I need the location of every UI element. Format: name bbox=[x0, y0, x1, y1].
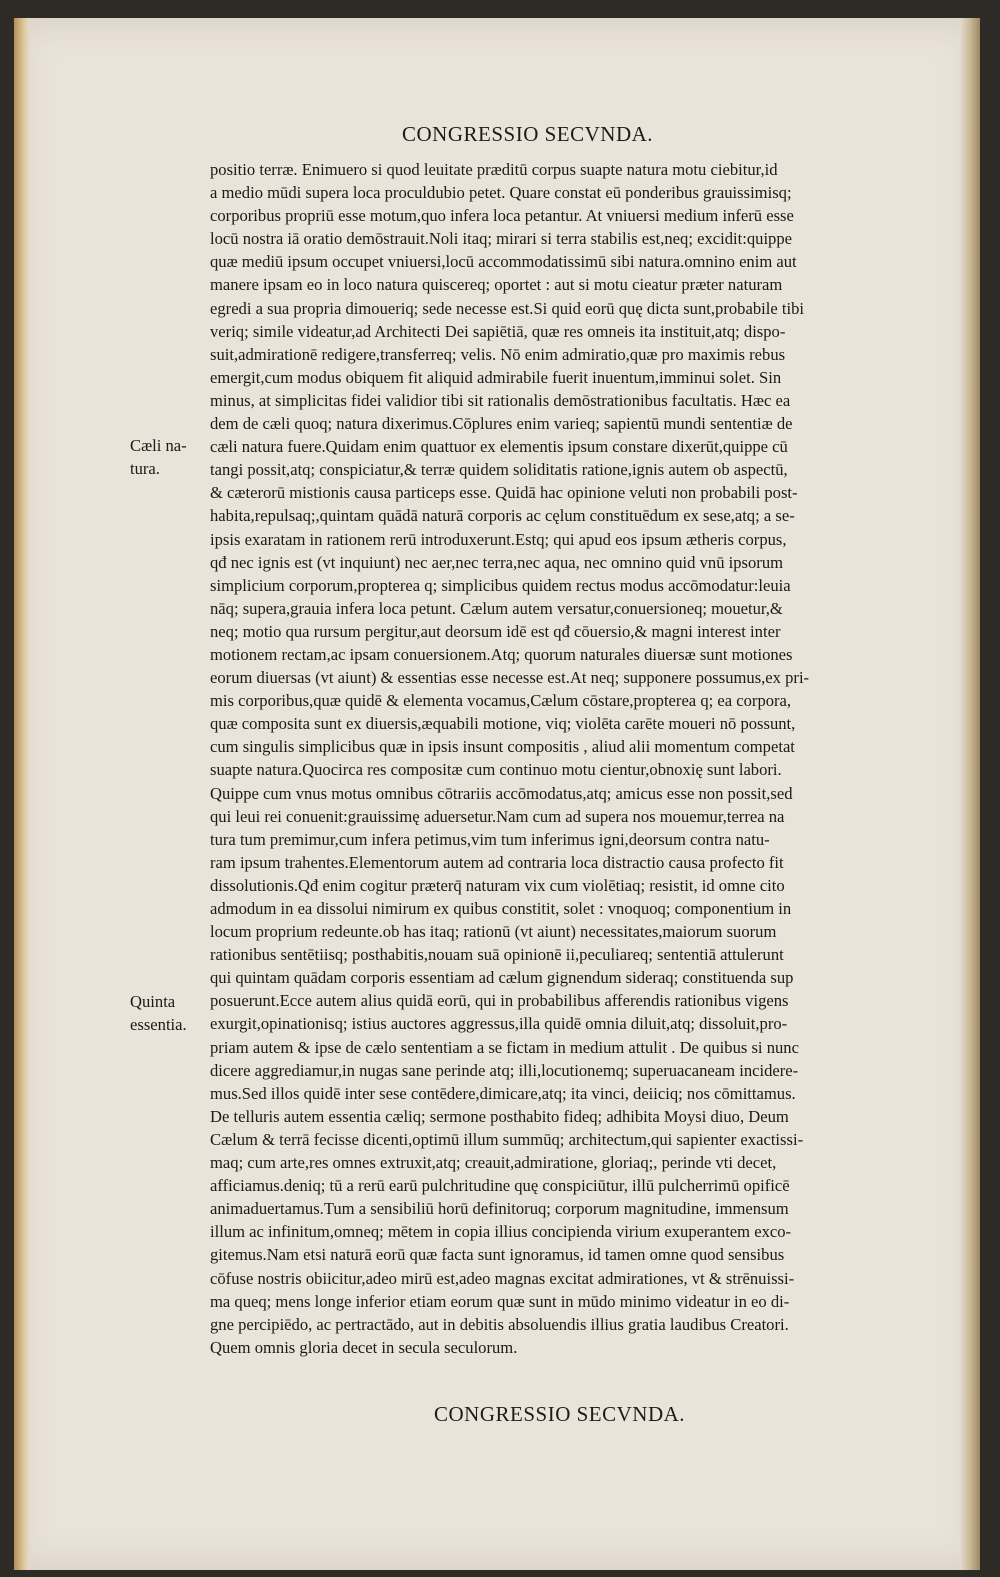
text-line: egredi a sua propria dimoueriq; sede necesse est.Si quid eorū quę dicta sunt,probabile tibi bbox=[210, 298, 804, 318]
page-edge-left bbox=[14, 18, 30, 1570]
text-line: afficiamus.deniq; tū a rerū earū pulchritudine quę conspiciūtur, illū pulcherrimū opificē bbox=[210, 1176, 790, 1196]
page-edge-right bbox=[960, 18, 980, 1570]
text-line: tura tum premimur,cum infera petimus,vim tum inferimus igni,deorsum contra natu- bbox=[210, 829, 770, 849]
text-line: dissolutionis.Qđ enim cogitur præterq̄ naturam vix cum violētiaq; resistit, id omne cito bbox=[210, 875, 785, 895]
text-line: tangi possit,atq; conspiciatur,& terræ quidem soliditatis ratione,ignis autem ob aspectū, bbox=[210, 460, 788, 480]
text-line: gitemus.Nam etsi naturā eorū quæ facta sunt ignoramus, id tamen omne quod sensibus bbox=[210, 1245, 785, 1265]
text-line: De telluris autem essentia cæliq; sermone posthabito fideq; adhibita Moysi diuo, Deum bbox=[210, 1106, 789, 1126]
text-line: quæ mediū ipsum occupet vniuersi,locū accommodatissimū sibi natura.omnino enim aut bbox=[210, 252, 797, 272]
text-line: exurgit,opinationisq; istius auctores aggressus,illa quidē omnia diluit,atq; dissoluit,pro- bbox=[210, 1014, 788, 1034]
text-line: ipsis exaratam in rationem rerū introduxerunt.Estq; qui apud eos ipsum ætheris corpus, bbox=[210, 529, 787, 549]
text-line: veriq; simile videatur,ad Architecti Dei sapiētiā, quæ res omneis ita instituit,atq; dispo- bbox=[210, 321, 786, 341]
text-line: gne percipiēdo, ac pertractādo, aut in debitis absoluendis illius gratia laudibus Creatori. bbox=[210, 1314, 789, 1334]
text-line: cōfuse nostris obiicitur,adeo mirū est,adeo magnas excitat admirationes, vt & strēnuissi- bbox=[210, 1268, 795, 1288]
text-line: nāq; supera,grauia infera loca petunt. Cælum autem versatur,conuersioneq; mouetur,& bbox=[210, 598, 783, 618]
text-line: dem de cæli quoq; natura dixerimus.Cōplures enim varieq; sapientū mundi sententiæ de bbox=[210, 414, 793, 434]
text-line: mus.Sed illos quidē inter sese contēdere,dimicare,atq; ita vinci, deiiciq; nos cōmittamus. bbox=[210, 1083, 796, 1103]
text-line: minus, at simplicitas fidei validior tibi sit rationalis demōstrationibus facultatis. Hæc ea bbox=[210, 390, 791, 410]
text-line: admodum in ea dissolui nimirum ex quibus constitit, solet : vnoquoq; componentium in bbox=[210, 899, 792, 918]
book-page bbox=[14, 18, 980, 1570]
text-line: maq; cum arte,res omnes extruxit,atq; creauit,admiratione, gloriaq;, perinde vti decet, bbox=[210, 1153, 777, 1173]
text-line: locum proprium redeunte.ob has itaq; rationū (vt aiunt) necessitates,maiorum suorum bbox=[210, 922, 777, 942]
text-line: mis corporibus,quæ quidē & elementa vocamus,Cælum cōstare,propterea q; ea corpora, bbox=[210, 691, 792, 711]
text-line: ram ipsum trahentes.Elementorum autem ad contraria loca distractio causa profecto fit bbox=[210, 852, 784, 872]
margin-note-quinta-essentia: Quinta essentia. bbox=[130, 992, 187, 1035]
text-line: motionem rectam,ac ipsam conuersionem.Atq; quorum naturales diuersæ sunt motiones bbox=[210, 644, 793, 664]
text-line: & cæterorū mistionis causa particeps esse. Quidā hac opinione veluti non probabili post- bbox=[210, 483, 798, 503]
text-line: simplicium corporum,propterea q; simplicibus quidem rectus modus accōmodatur:leuia bbox=[210, 575, 791, 595]
text-line: emergit,cum modus obiquem fit aliquid admirabile fuerit inuentum,imminui solet. Sin bbox=[210, 367, 782, 387]
text-line: Cælum & terrā fecisse dicenti,optimū illum summūq; architectum,qui sapienter exactissi- bbox=[210, 1129, 804, 1149]
text-line: priam autem & ipse de cælo sententiam a se fictam in medium attulit . De quibus si nunc bbox=[210, 1037, 799, 1057]
text-line: cæli natura fuere.Quidam enim quattuor ex elementis ipsum constare dixerūt,quippe cū bbox=[210, 437, 788, 457]
text-line: corporibus propriū esse motum,quo infera loca petantur. At vniuersi medium inferū esse bbox=[210, 206, 794, 226]
text-line: animaduertamus.Tum a sensibiliū horū definitoruq; corporum magnitudine, immensum bbox=[210, 1199, 789, 1219]
running-head: CONGRESSIO SECVNDA. bbox=[402, 122, 654, 146]
text-line: quæ composita sunt ex diuersis,æquabili motione, viq; violēta carēte moueri nō possunt, bbox=[210, 714, 796, 734]
text-line: eorum diuersas (vt aiunt) & essentias esse necesse est.At neq; supponere possumus,ex pri- bbox=[210, 668, 810, 688]
body-text bbox=[210, 158, 952, 1359]
text-line: locū nostra iā oratio demōstrauit.Noli itaq; mirari si terra stabilis est,neq; excidit:quippe bbox=[210, 229, 793, 249]
text-line: rationibus sentētiisq; posthabitis,nouam suā opinionē ii,peculiareq; sententiā attulerunt bbox=[210, 945, 784, 965]
margin-note-caeli-natura: Cæli na- tura. bbox=[130, 436, 187, 479]
text-line: posuerunt.Ecce autem alius quidā eorū, qui in probabilibus afferendis rationibus vigens bbox=[210, 991, 789, 1011]
text-line: manere ipsam eo in loco natura quiscereq; oportet : aut si motu cieatur præter naturam bbox=[210, 275, 783, 295]
text-line: qui quintam quādam corporis essentiam ad cælum gignendum sideraq; constituenda sup bbox=[210, 968, 794, 988]
text-line: neq; motio qua rursum pergitur,aut deorsum idē est qđ cōuersio,& magni interest inter bbox=[210, 621, 781, 641]
text-line: dicere aggrediamur,in nugas sane perinde atq; illi,locutionemq; superuacaneam incidere- bbox=[210, 1060, 799, 1080]
text-line: qđ nec ignis est (vt inquiunt) nec aer,nec terra,nec aqua, nec omnino quid vnū ipsorum bbox=[210, 552, 784, 572]
text-line: Quippe cum vnus motus omnibus cōtrariis accōmodatus,atq; amicus esse non possit,sed bbox=[210, 783, 793, 803]
text-line: suit,admirationē redigere,transferreq; velis. Nō enim admiratio,quæ pro maximis rebus bbox=[210, 344, 786, 364]
text-line: suapte natura.Quocirca res compositæ cum continuo motu cientur,obnoxię sunt labori. bbox=[210, 760, 782, 780]
text-line: illum ac infinitum,omneq; mētem in copia illius concipienda virium exuperantem exco- bbox=[210, 1222, 792, 1242]
text-line: habita,repulsaq;,quintam quādā naturā corporis ac cęlum constituēdum ex sese,atq; a se- bbox=[210, 506, 795, 526]
text-line: ma queq; mens longe inferior etiam eorum quæ sunt in mūdo minimo videatur in eo di- bbox=[210, 1291, 790, 1311]
closing-head: CONGRESSIO SECVNDA. bbox=[434, 1402, 686, 1426]
text-line: positio terræ. Enimuero si quod leuitate præditū corpus suapte natura motu ciebitur,id bbox=[210, 160, 778, 179]
text-line: Quem omnis gloria decet in secula seculorum. bbox=[210, 1337, 518, 1357]
text-line: a medio mūdi supera loca proculdubio petet. Quare constat eū ponderibus grauissimisq; bbox=[210, 183, 792, 203]
text-line: cum singulis simplicibus quæ in ipsis insunt compositis , aliud alii momentum competat bbox=[210, 737, 795, 757]
text-line: qui leui rei conuenit:grauissimę aduersetur.Nam cum ad supera nos mouemur,terrea na bbox=[210, 806, 785, 826]
